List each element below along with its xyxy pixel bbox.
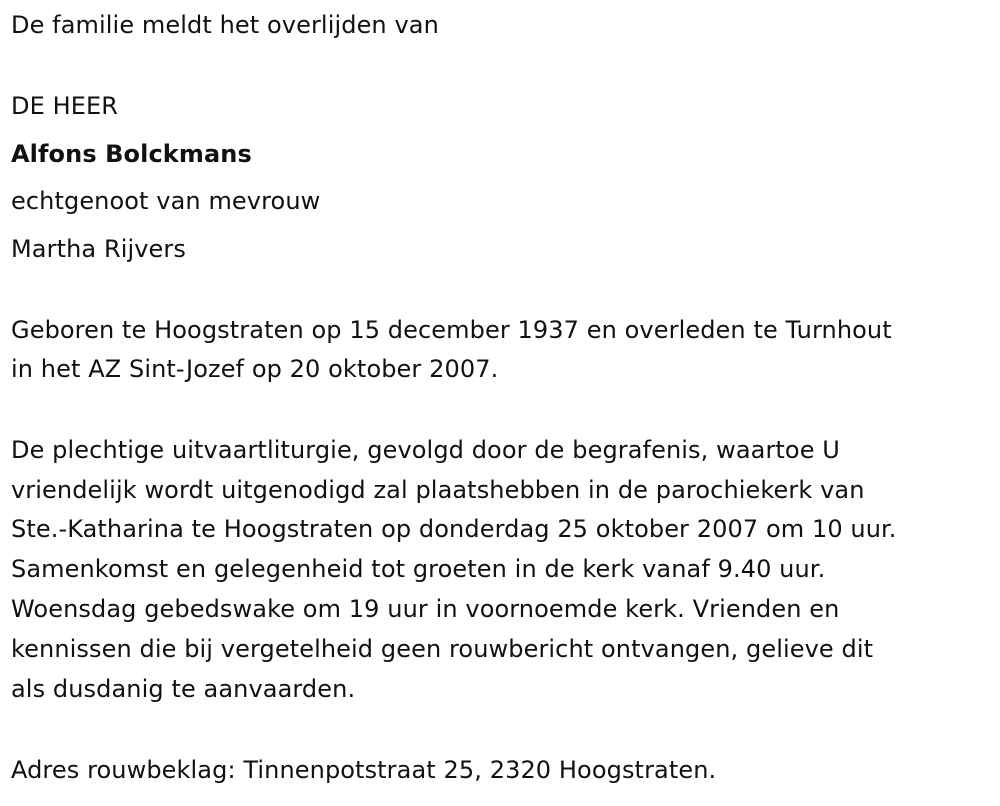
honorific: DE HEER xyxy=(11,92,119,120)
ceremony-line: kennissen die bij vergetelheid geen rouwbericht ontvangen, gelieve dit xyxy=(11,635,874,663)
ceremony-line: De plechtige uitvaartliturgie, gevolgd door de begrafenis, waartoe U xyxy=(11,436,840,464)
ceremony-line: Ste.-Katharina te Hoogstraten op donderdag 25 oktober 2007 om 10 uur. xyxy=(11,515,897,543)
birth-death-line: Geboren te Hoogstraten op 15 december 1937 en overleden te Turnhout xyxy=(11,316,892,344)
intro-line: De familie meldt het overlijden van xyxy=(11,11,439,39)
ceremony-line: Samenkomst en gelegenheid tot groeten in de kerk vanaf 9.40 uur. xyxy=(11,555,826,583)
ceremony-line: vriendelijk wordt uitgenodigd zal plaatshebben in de parochiekerk van xyxy=(11,476,865,504)
address-line: Adres rouwbeklag: Tinnenpotstraat 25, 2320 Hoogstraten. xyxy=(11,756,717,784)
spouse-name: Martha Rijvers xyxy=(11,235,186,263)
spouse-label: echtgenoot van mevrouw xyxy=(11,187,321,215)
deceased-name: Alfons Bolckmans xyxy=(11,140,252,168)
ceremony-line: als dusdanig te aanvaarden. xyxy=(11,675,356,703)
birth-death-line: in het AZ Sint-Jozef op 20 oktober 2007. xyxy=(11,355,499,383)
ceremony-line: Woensdag gebedswake om 19 uur in voornoemde kerk. Vrienden en xyxy=(11,595,840,623)
